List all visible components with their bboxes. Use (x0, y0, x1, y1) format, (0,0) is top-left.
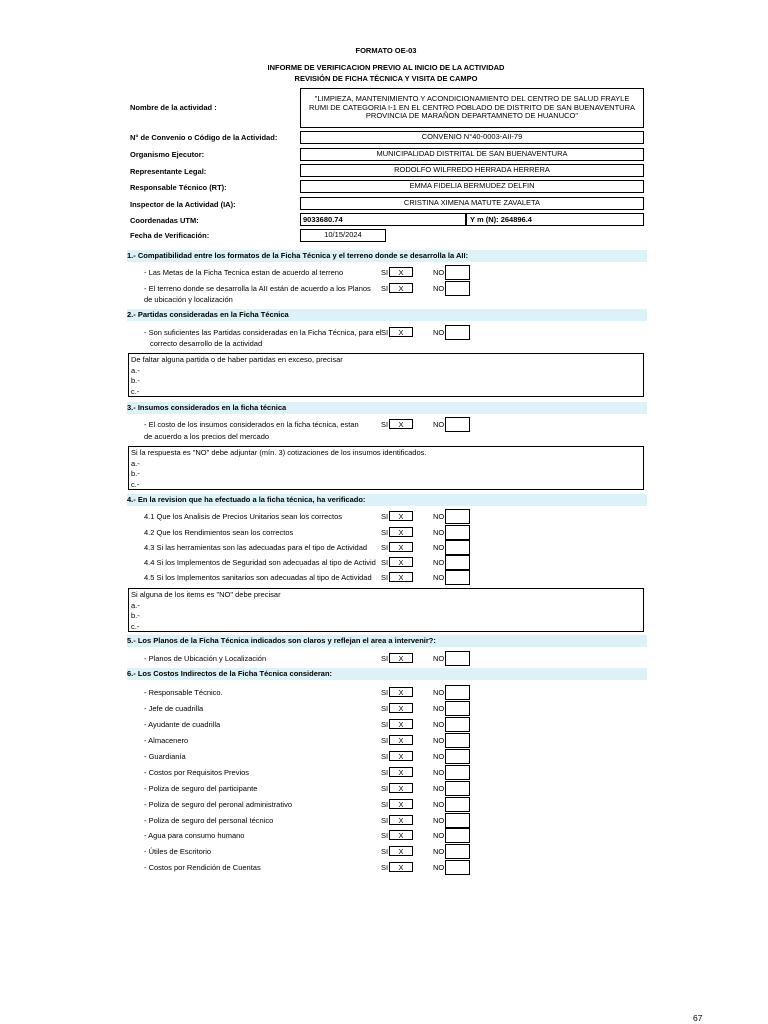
si-label: SI (381, 420, 389, 429)
q6-item: - Jefe de cuadrilla (144, 704, 204, 713)
si-label: SI (381, 573, 389, 582)
si-label: SI (381, 558, 389, 567)
si-label: SI (381, 831, 389, 840)
no-checkbox[interactable] (445, 701, 470, 716)
si-checkbox[interactable]: X (389, 767, 413, 777)
q2-item-cont: correcto desarrollo de la actividad (150, 339, 263, 348)
inspector-value: CRISTINA XIMENA MATUTE ZAVALETA (300, 197, 644, 210)
si-label: SI (381, 268, 389, 277)
si-label: SI (381, 863, 389, 872)
fecha-label: Fecha de Verificación: (130, 231, 210, 240)
si-label: SI (381, 816, 389, 825)
q1-item-cont: de ubicación y localización (144, 295, 233, 304)
note-line: b.- (131, 611, 140, 620)
no-label: NO (433, 720, 445, 729)
si-checkbox[interactable]: X (389, 419, 413, 429)
si-label: SI (381, 800, 389, 809)
organismo-value: MUNICIPALIDAD DISTRITAL DE SAN BUENAVENTURA (300, 148, 644, 161)
no-label: NO (433, 800, 445, 809)
representante-label: Representante Legal: (130, 167, 207, 176)
inspector-label: Inspector de la Actividad (IA): (130, 200, 236, 209)
report-subtitle: REVISIÓN DE FICHA TÉCNICA Y VISITA DE CAMPO (294, 74, 478, 83)
no-checkbox[interactable] (445, 860, 470, 875)
no-label: NO (433, 420, 445, 429)
q6-item: - Poliza de seguro del personal técnico (144, 816, 274, 825)
note-line: b.- (131, 469, 140, 478)
q6-item: - Poliza de seguro del participante (144, 784, 258, 793)
si-checkbox[interactable]: X (389, 267, 413, 277)
si-checkbox[interactable]: X (389, 751, 413, 761)
no-label: NO (433, 831, 445, 840)
no-label: NO (433, 768, 445, 777)
si-checkbox[interactable]: X (389, 572, 413, 582)
note-line: Si alguna de los items es "NO" debe precisar (131, 590, 281, 599)
si-label: SI (381, 784, 389, 793)
si-checkbox[interactable]: X (389, 735, 413, 745)
si-checkbox[interactable]: X (389, 703, 413, 713)
si-label: SI (381, 752, 389, 761)
note-line: c.- (131, 386, 140, 396)
no-label: NO (433, 688, 445, 697)
representante-value: RODOLFO WILFREDO HERRADA HERRERA (300, 164, 644, 177)
q6-item: - Guardianía (144, 752, 186, 761)
q6-item: - Poliza de seguro del peronal administrativo (144, 800, 292, 809)
si-label: SI (381, 284, 389, 293)
report-title: INFORME DE VERIFICACION PREVIO AL INICIO DE LA ACTIVIDAD (267, 63, 505, 72)
section-4-header: 4.- En la revision que ha efectuado a la ficha técnica, ha verificado: (127, 494, 647, 506)
si-label: SI (381, 720, 389, 729)
no-label: NO (433, 268, 445, 277)
q4-item: 4.1 Que los Analisis de Precios Unitarios sean los correctos (144, 512, 343, 521)
no-label: NO (433, 328, 445, 337)
no-label: NO (433, 512, 445, 521)
no-label: NO (433, 816, 445, 825)
no-checkbox[interactable] (445, 781, 470, 796)
no-label: NO (433, 654, 445, 663)
q3-item-cont: de acuerdo a los precios del mercado (144, 432, 270, 441)
q6-item: - Ayudante de cuadrilla (144, 720, 221, 729)
section-6-header: 6.- Los Costos Indirectos de la Ficha Técnica consideran: (127, 668, 647, 680)
note-line: De faltar alguna partida o de haber partidas en exceso, precisar (131, 355, 343, 364)
si-checkbox[interactable]: X (389, 283, 413, 293)
no-checkbox[interactable] (445, 509, 470, 524)
note-box-3 (128, 446, 644, 490)
si-checkbox[interactable]: X (389, 815, 413, 825)
no-checkbox[interactable] (445, 525, 470, 540)
no-checkbox[interactable] (445, 281, 470, 296)
no-label: NO (433, 284, 445, 293)
si-label: SI (381, 528, 389, 537)
no-checkbox[interactable] (445, 555, 470, 570)
note-line: Si la respuesta es "NO" debe adjuntar (mín. 3) cotizaciones de los insumos identificados. (131, 448, 427, 457)
no-checkbox[interactable] (445, 749, 470, 764)
si-checkbox[interactable]: X (389, 719, 413, 729)
no-label: NO (433, 784, 445, 793)
no-checkbox[interactable] (445, 717, 470, 732)
no-checkbox[interactable] (445, 651, 470, 666)
si-checkbox[interactable]: X (389, 799, 413, 809)
q3-item: - El costo de los insumos considerados en la ficha técnica, estan (144, 420, 359, 429)
si-checkbox[interactable]: X (389, 542, 413, 552)
q6-item: - Almacenero (144, 736, 189, 745)
no-checkbox[interactable] (445, 540, 470, 555)
convenio-value: CONVENIO N°40-0003-AII-79 (300, 131, 644, 144)
no-checkbox[interactable] (445, 265, 470, 280)
si-label: SI (381, 543, 389, 552)
no-label: NO (433, 573, 445, 582)
q1-item: - Las Metas de la Ficha Tecnica estan de acuerdo al terreno (144, 268, 344, 277)
si-label: SI (381, 768, 389, 777)
si-label: SI (381, 688, 389, 697)
nombre-label: Nombre de la actividad : (130, 103, 217, 112)
q1-item: - El terreno donde se desarrolla la AII están de acuerdo a los Planos (144, 284, 371, 293)
no-checkbox[interactable] (445, 828, 470, 843)
note-box-2 (128, 353, 644, 397)
section-1-header: 1.- Compatibilidad entre los formatos de la Ficha Técnica y el terreno donde se desarrolla la AII: (127, 250, 647, 262)
section-5-header: 5.- Los Planos de la Ficha Técnica indicados son claros y reflejan el area a intervenir?: (127, 635, 647, 647)
nombre-value: "LIMPIEZA, MANTENIMIENTO Y ACONDICIONAMIENTO DEL CENTRO DE SALUD FRAYLE RUMI DE CATEGORIA I-1 EN EL CENTRO POBLADO DE DISTRITO DE SAN BUENAVENTURA PROVINCIA DE MARAÑON DEPARTAMNETO DE HUANUCO" (300, 88, 644, 128)
coord-y-value: Y m (N): 264896.4 (466, 213, 644, 226)
si-checkbox[interactable]: X (389, 783, 413, 793)
si-label: SI (381, 736, 389, 745)
q6-item: - Responsable Técnico. (144, 688, 223, 697)
q4-item: 4.3 Si las herramientas son las adecuadas para el tipo de Actividad (144, 543, 368, 552)
no-checkbox[interactable] (445, 813, 470, 828)
no-checkbox[interactable] (445, 417, 470, 432)
si-checkbox[interactable]: X (389, 846, 413, 856)
no-checkbox[interactable] (445, 685, 470, 700)
section-3-header: 3.- Insumos considerados en la ficha técnica (127, 402, 647, 414)
q6-item: - Costos por Requisitos Previos (144, 768, 250, 777)
no-checkbox[interactable] (445, 765, 470, 780)
no-label: NO (433, 543, 445, 552)
note-line: b.- (131, 376, 140, 385)
q6-item: - Costos por Rendición de Cuentas (144, 863, 261, 872)
si-checkbox[interactable]: X (389, 527, 413, 537)
no-label: NO (433, 528, 445, 537)
organismo-label: Organismo Ejecutor: (130, 150, 205, 159)
responsable-value: EMMA FIDELIA BERMUDEZ DELFIN (300, 180, 644, 193)
si-checkbox[interactable]: X (389, 557, 413, 567)
section-2-header: 2.- Partidas consideradas en la Ficha Técnica (127, 309, 647, 321)
si-label: SI (381, 512, 389, 521)
si-label: SI (381, 328, 389, 337)
fecha-value: 10/15/2024 (300, 229, 386, 242)
coordenadas-label: Coordenadas UTM: (130, 216, 199, 225)
q4-item: 4.5 Si los Implementos sanitarios son adecuadas al tipo de Actividad (144, 573, 372, 582)
no-checkbox[interactable] (445, 733, 470, 748)
si-label: SI (381, 654, 389, 663)
si-checkbox[interactable]: X (389, 687, 413, 697)
no-checkbox[interactable] (445, 844, 470, 859)
si-checkbox[interactable]: X (389, 830, 413, 840)
si-checkbox[interactable]: X (389, 327, 413, 337)
no-label: NO (433, 558, 445, 567)
page-number: 67 (693, 1013, 703, 1023)
si-checkbox[interactable]: X (389, 653, 413, 663)
no-label: NO (433, 704, 445, 713)
note-line: c.- (131, 621, 140, 631)
si-checkbox[interactable]: X (389, 862, 413, 872)
si-checkbox[interactable]: X (389, 511, 413, 521)
no-label: NO (433, 752, 445, 761)
q5-item: - Planos de Ubicación y Localización (144, 654, 267, 663)
note-box-4 (128, 588, 644, 632)
note-line: c.- (131, 479, 140, 489)
no-label: NO (433, 736, 445, 745)
q4-item: 4.2 Que los Rendimientos sean los correctos (144, 528, 294, 537)
si-label: SI (381, 704, 389, 713)
no-label: NO (433, 847, 445, 856)
q2-item: - Son suficientes las Partidas consideradas en la Ficha Técnica, para el (144, 328, 382, 337)
note-line: a.- (131, 458, 140, 468)
note-line: a.- (131, 365, 140, 375)
no-label: NO (433, 863, 445, 872)
q4-item: 4.4 Si los Implementos de Seguridad son adecuadas al tipo de Activid (144, 558, 376, 567)
si-label: SI (381, 847, 389, 856)
q6-item: - Agua para consumo humano (144, 831, 245, 840)
convenio-label: N° de Convenio o Código de la Actividad: (130, 133, 278, 142)
note-line: a.- (131, 600, 140, 610)
responsable-label: Responsable Técnico (RT): (130, 183, 227, 192)
no-checkbox[interactable] (445, 325, 470, 340)
no-checkbox[interactable] (445, 570, 470, 585)
q6-item: - Útiles de Escritorio (144, 847, 212, 856)
format-code: FORMATO OE-03 (355, 46, 417, 55)
no-checkbox[interactable] (445, 797, 470, 812)
coord-x-value: 9033680.74 (300, 213, 466, 226)
